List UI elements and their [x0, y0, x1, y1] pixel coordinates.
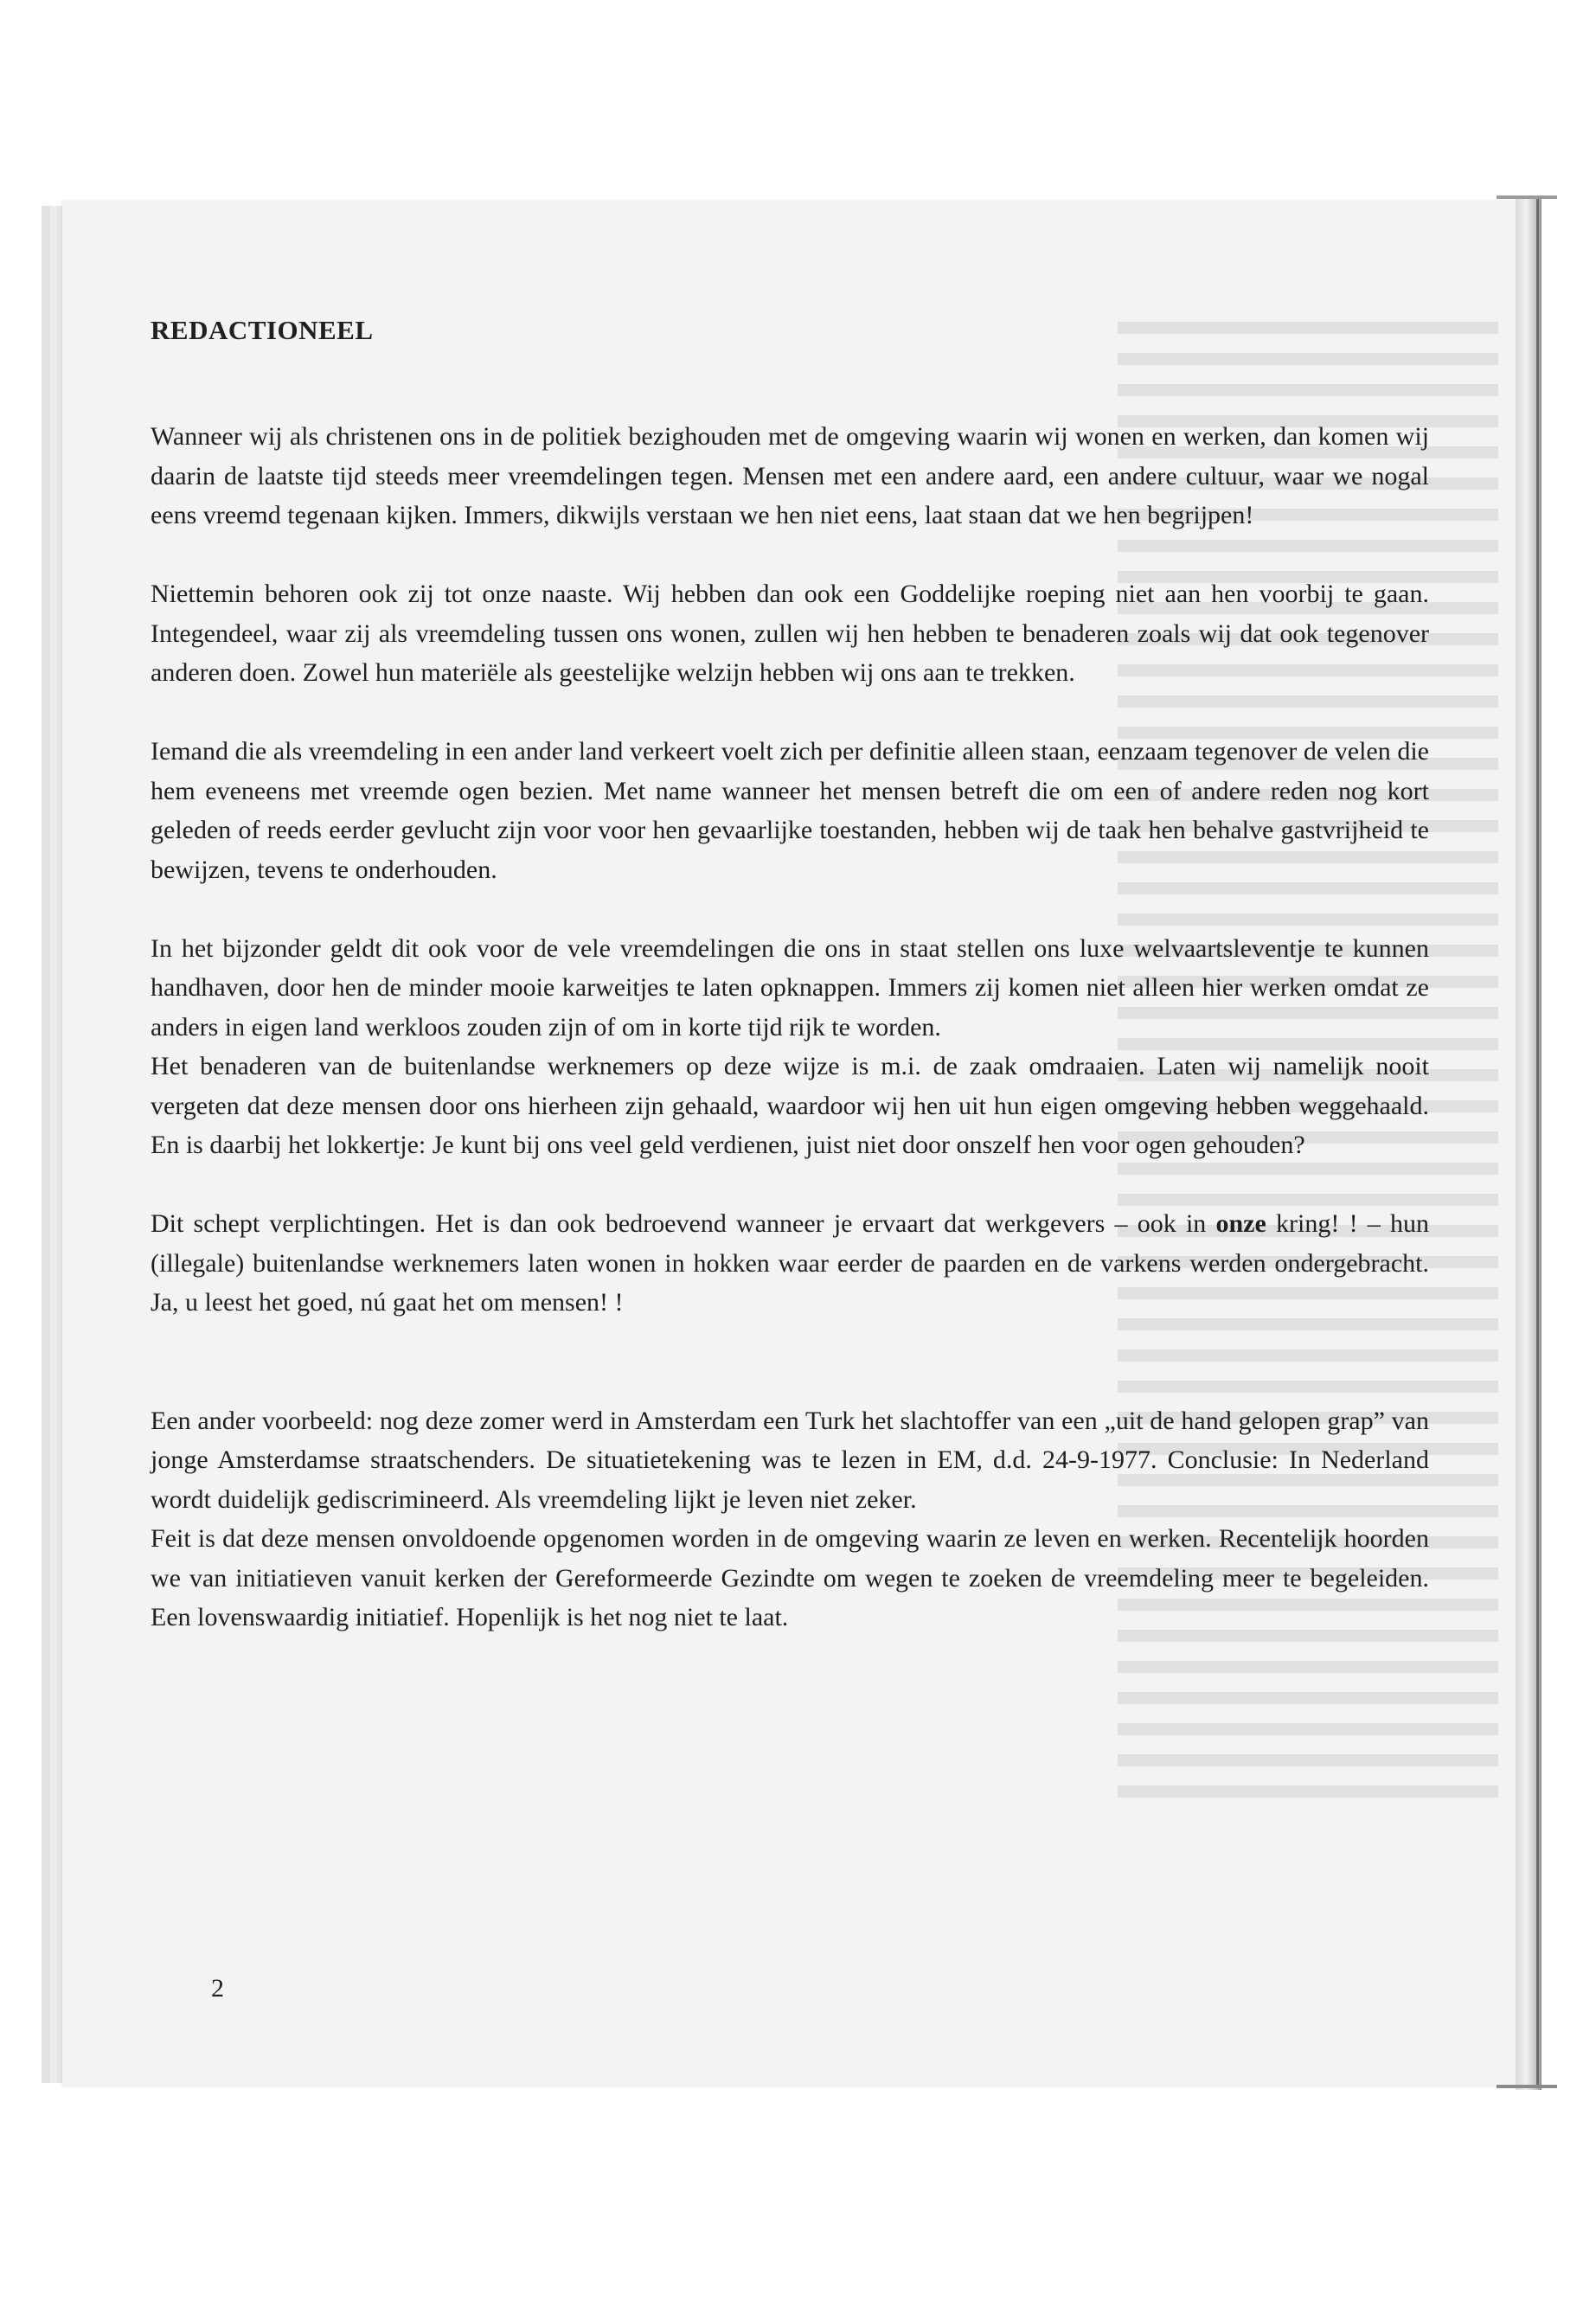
paragraph: Niettemin behoren ook zij tot onze naaste. Wij hebben dan ook een Goddelijke roeping niet aan hen voorbij te gaan. Integendeel, waar zij als vreemdeling tussen ons wonen, zullen wij hen hebben te benaderen zoals wij dat ook tegenover anderen doen. Zowel hun materiële als geestelijke welzijn hebben wij ons aan te trekken.	[151, 580, 1429, 687]
binding-corner-top	[1497, 195, 1557, 199]
paragraph: Iemand die als vreemdeling in een ander land verkeert voelt zich per definitie alleen staan, eenzaam tegenover de velen die hem eveneens met vreemde ogen bezien. Met name wanneer het mensen betreft die om een of andere reden nog kort geleden of reeds eerder gevlucht zijn voor voor hen gevaarlijke toestanden, hebben wij de taak hen behalve gastvrijheid te bewijzen, tevens te onderhouden.	[151, 737, 1429, 884]
paragraph-text: kring! ! – hun (illegale) buitenlandse werknemers laten wonen in hokken waar eerder de paarden en de varkens werden ondergebracht. Ja, u leest het goed, nú gaat het om mensen! !	[151, 1209, 1429, 1317]
article-body	[151, 417, 1429, 1638]
page-number: 2	[211, 1974, 224, 2003]
binding-corner-bottom	[1497, 2085, 1557, 2088]
paragraph: Een ander voorbeeld: nog deze zomer werd in Amsterdam een Turk het slachtoffer van een „uit de hand gelopen grap” van jonge Amsterdamse straatschenders. De situatietekening was te lezen in EM, d.d. 24-9-1977. Conclusie: In Nederland wordt duidelijk gediscrimineerd. Als vreemdeling lijkt je leven niet zeker.	[151, 1406, 1429, 1514]
page-title: REDACTIONEEL	[151, 315, 374, 345]
paragraph: Het benaderen van de buitenlandse werknemers op deze wijze is m.i. de zaak omdraaien. Laten wij namelijk nooit vergeten dat deze mensen door ons hierheen zijn gehaald, waardoor wij hen uit hun eigen omgeving hebben weggehaald. En is daarbij het lokkertje: Je kunt bij ons veel geld verdienen, juist niet door onszelf hen voor ogen gehouden?	[151, 1052, 1429, 1159]
paragraph: In het bijzonder geldt dit ook voor de vele vreemdelingen die ons in staat stellen ons luxe welvaartsleventje te kunnen handhaven, door hen de minder mooie karweitjes te laten opknappen. Immers zij komen niet alleen hier werken omdat ze anders in eigen land werkloos zouden zijn of om in korte tijd rijk te worden.	[151, 933, 1429, 1042]
paragraph	[151, 1204, 1429, 1323]
paragraph-text: Dit schept verplichtingen. Het is dan ook bedroevend wanneer je ervaart dat werkgevers – ook in	[151, 1209, 1216, 1238]
paragraph: Wanneer wij als christenen ons in de politiek bezighouden met de omgeving waarin wij wonen en werken, dan komen wij daarin de laatste tijd steeds meer vreemdelingen tegen. Mensen met een andere aard, een andere cultuur, waar we nogal eens vreemd tegenaan kijken. Immers, dikwijls verstaan we hen niet eens, laat staan dat we hen begrijpen!	[151, 422, 1429, 529]
emphasis-text: onze	[1215, 1209, 1266, 1238]
binding-edge-line	[1536, 199, 1539, 2085]
paragraph: Feit is dat deze mensen onvoldoende opgenomen worden in de omgeving waarin ze leven en werken. Recentelijk hoorden we van initiatieven vanuit kerken der Gereformeerde Gezindte om wegen te zoeken de vreemdeling meer te begeleiden. Een lovenswaardig initiatief. Hopenlijk is het nog niet te laat.	[151, 1524, 1429, 1631]
